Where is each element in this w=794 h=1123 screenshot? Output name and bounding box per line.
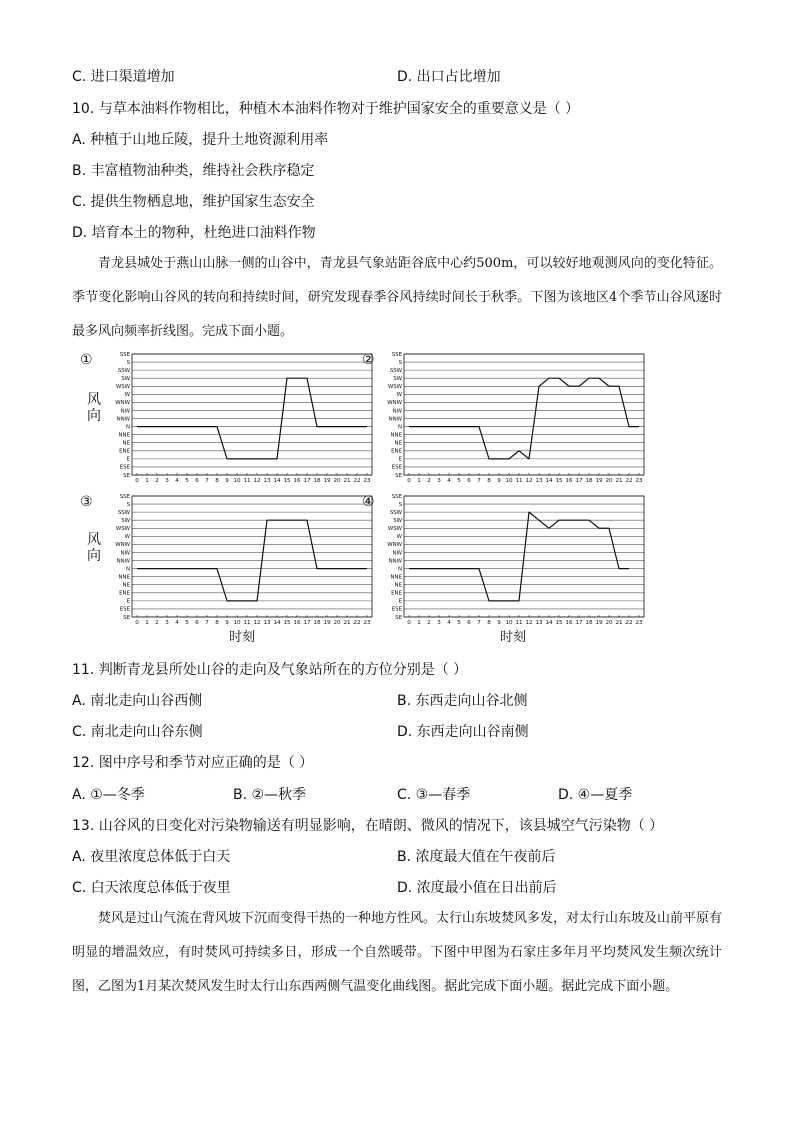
x-tick-13: 13 [263, 478, 271, 483]
x-tick-20: 20 [605, 478, 613, 483]
q10-option-b: B. 丰富植物油种类，维持社会秩序稳定 [72, 163, 315, 179]
q10-option-a: A. 种植于山地丘陵，提升土地资源利用率 [72, 132, 329, 148]
y-tick-ssw: SSW [117, 509, 130, 516]
x-tick-10: 10 [233, 478, 241, 483]
plot-frame [132, 354, 372, 475]
x-tick-17: 17 [575, 620, 583, 625]
x-tick-15: 15 [555, 620, 563, 625]
x-tick-23: 23 [635, 620, 643, 625]
x-tick-16: 16 [293, 478, 301, 483]
x-tick-7: 7 [477, 620, 481, 625]
y-tick-wsw: WSW [115, 384, 130, 391]
x-tick-4: 4 [175, 620, 179, 625]
x-tick-17: 17 [303, 478, 311, 483]
y-tick-s: S [398, 501, 402, 508]
q12-option-a: A. ①—冬季 [72, 787, 145, 803]
x-tick-17: 17 [575, 478, 583, 483]
chart-3-label: ③ [80, 494, 93, 510]
chart-2-label: ② [362, 352, 375, 368]
y-tick-sse: SSE [391, 351, 402, 358]
x-tick-6: 6 [467, 478, 471, 483]
y-tick-sw: SW [393, 376, 402, 382]
y-tick-nnw: NNW [116, 416, 130, 423]
y-tick-ene: ENE [119, 448, 130, 455]
q10-option-d: D. 培育本土的物种，杜绝进口油料作物 [72, 225, 316, 241]
wind-chart-1 [104, 348, 384, 483]
q9-option-d: D. 出口占比增加 [397, 69, 501, 85]
x-tick-11: 11 [515, 478, 523, 483]
x-tick-13: 13 [535, 478, 543, 483]
y-tick-nnw: NNW [388, 416, 402, 423]
passage-1-text: 青龙县城处于燕山山脉一侧的山谷中，青龙县气象站距谷底中心约500m，可以较好地观测风向的变化特征。季节变化影响山谷风的转向和持续时间，研究发现春季谷风持续时间长于秋季。下图为该地区4个季节山谷风逐时最多风向频率折线图。完成下面小题。 [72, 256, 722, 339]
y-tick-nw: NW [392, 550, 402, 557]
x-tick-19: 19 [595, 620, 603, 625]
plot-frame [132, 496, 372, 617]
q11-stem: 11. 判断青龙县所处山谷的走向及气象站所在的方位分别是（ ） [72, 662, 468, 678]
y-tick-ssw: SSW [389, 509, 402, 516]
x-tick-4: 4 [175, 478, 179, 483]
y-tick-n: N [397, 566, 402, 573]
passage-foehn-wind [72, 902, 722, 1004]
x-tick-21: 21 [343, 620, 351, 625]
x-tick-2: 2 [427, 620, 431, 625]
x-tick-19: 19 [323, 620, 331, 625]
x-tick-6: 6 [467, 620, 471, 625]
x-tick-21: 21 [615, 620, 623, 625]
x-tick-6: 6 [195, 620, 199, 625]
x-tick-23: 23 [363, 620, 371, 625]
x-tick-15: 15 [283, 620, 291, 625]
y-tick-nnw: NNW [388, 558, 402, 565]
x-tick-22: 22 [353, 478, 361, 483]
y-tick-nw: NW [120, 408, 130, 415]
x-tick-23: 23 [363, 478, 371, 483]
x-tick-9: 9 [497, 478, 501, 483]
wind-chart-4 [376, 490, 656, 625]
chart-1-label: ① [80, 352, 93, 368]
x-tick-0: 0 [135, 478, 139, 483]
y-tick-e: E [126, 456, 130, 463]
x-tick-4: 4 [447, 478, 451, 483]
q12-option-d: D. ④—夏季 [558, 787, 633, 803]
x-tick-6: 6 [195, 478, 199, 483]
q11-option-b: B. 东西走向山谷北侧 [397, 693, 528, 709]
y-tick-e: E [126, 598, 130, 605]
x-tick-0: 0 [135, 620, 139, 625]
q11-option-d: D. 东西走向山谷南侧 [397, 724, 529, 740]
y-tick-ene: ENE [119, 590, 130, 597]
x-tick-4: 4 [447, 620, 451, 625]
x-tick-14: 14 [545, 478, 553, 483]
x-tick-14: 14 [273, 478, 281, 483]
y-tick-ese: ESE [391, 606, 402, 613]
x-tick-2: 2 [155, 478, 159, 483]
y-tick-nne: NNE [118, 432, 130, 439]
x-tick-5: 5 [185, 620, 189, 625]
y-tick-w: W [396, 392, 402, 399]
y-tick-nne: NNE [390, 574, 402, 581]
x-tick-0: 0 [407, 478, 411, 483]
q13-stem: 13. 山谷风的日变化对污染物输送有明显影响，在晴朗、微风的情况下，该县城空气污染物（ ） [72, 818, 664, 834]
x-tick-22: 22 [625, 478, 633, 483]
y-tick-sse: SSE [119, 351, 130, 358]
x-tick-7: 7 [205, 478, 209, 483]
y-tick-ssw: SSW [389, 367, 402, 374]
x-tick-3: 3 [165, 620, 169, 625]
y-tick-se: SE [395, 614, 402, 621]
wind-chart-3 [104, 490, 384, 625]
x-tick-20: 20 [605, 620, 613, 625]
plot-frame [404, 354, 644, 475]
y-tick-nne: NNE [118, 574, 130, 581]
y-tick-ssw: SSW [117, 367, 130, 374]
x-tick-11: 11 [515, 620, 523, 625]
x-tick-21: 21 [343, 478, 351, 483]
x-tick-10: 10 [505, 620, 513, 625]
y-tick-sse: SSE [391, 493, 402, 500]
x-tick-16: 16 [293, 620, 301, 625]
y-tick-ene: ENE [391, 590, 402, 597]
x-tick-17: 17 [303, 620, 311, 625]
y-tick-s: S [126, 501, 130, 508]
x-axis-title-right: 时刻 [500, 630, 527, 645]
y-tick-wnw: WNW [115, 542, 130, 549]
x-tick-14: 14 [273, 620, 281, 625]
x-tick-12: 12 [253, 620, 261, 625]
x-tick-18: 18 [585, 620, 593, 625]
passage-mountain-valley-wind [72, 247, 722, 349]
x-tick-20: 20 [333, 478, 341, 483]
q12-option-c: C. ③—春季 [397, 787, 471, 803]
x-tick-18: 18 [585, 478, 593, 483]
y-tick-w: W [396, 534, 402, 541]
x-tick-11: 11 [243, 478, 251, 483]
y-tick-ne: NE [394, 440, 402, 447]
x-tick-19: 19 [323, 478, 331, 483]
x-tick-16: 16 [565, 620, 573, 625]
q13-option-a: A. 夜里浓度总体低于白天 [72, 849, 231, 865]
x-tick-0: 0 [407, 620, 411, 625]
q10-stem: 10. 与草本油料作物相比，种植木本油料作物对于维护国家安全的重要意义是（ ） [72, 101, 580, 117]
q13-option-c: C. 白天浓度总体低于夜里 [72, 880, 231, 896]
x-tick-12: 12 [525, 620, 533, 625]
q10-option-c: C. 提供生物栖息地，维护国家生态安全 [72, 194, 315, 210]
x-tick-8: 8 [215, 478, 219, 483]
x-tick-9: 9 [225, 620, 229, 625]
chart-4-label: ④ [362, 494, 375, 510]
x-tick-5: 5 [185, 478, 189, 483]
y-tick-se: SE [123, 614, 130, 621]
y-tick-se: SE [123, 472, 130, 479]
q11-option-c: C. 南北走向山谷东侧 [72, 724, 203, 740]
y-tick-sse: SSE [119, 493, 130, 500]
y-tick-s: S [398, 359, 402, 366]
q12-option-b: B. ②—秋季 [233, 787, 307, 803]
x-tick-23: 23 [635, 478, 643, 483]
x-tick-7: 7 [205, 620, 209, 625]
y-tick-wsw: WSW [387, 526, 402, 533]
x-tick-14: 14 [545, 620, 553, 625]
x-tick-10: 10 [233, 620, 241, 625]
y-tick-e: E [398, 598, 402, 605]
q13-option-b: B. 浓度最大值在午夜前后 [397, 849, 556, 865]
x-tick-22: 22 [625, 620, 633, 625]
x-tick-1: 1 [145, 478, 149, 483]
y-tick-se: SE [395, 472, 402, 479]
x-tick-3: 3 [437, 478, 441, 483]
x-tick-2: 2 [427, 478, 431, 483]
y-tick-ne: NE [394, 582, 402, 589]
q11-option-a: A. 南北走向山谷西侧 [72, 693, 203, 709]
y-tick-wnw: WNW [387, 542, 402, 549]
y-tick-sw: SW [121, 376, 130, 382]
y-axis-title-top: 风向 [87, 392, 101, 424]
x-tick-15: 15 [283, 478, 291, 483]
y-tick-ene: ENE [391, 448, 402, 455]
x-tick-7: 7 [477, 478, 481, 483]
x-tick-18: 18 [313, 478, 321, 483]
x-tick-18: 18 [313, 620, 321, 625]
x-tick-10: 10 [505, 478, 513, 483]
x-tick-19: 19 [595, 478, 603, 483]
x-tick-1: 1 [145, 620, 149, 625]
y-tick-wsw: WSW [387, 384, 402, 391]
x-tick-1: 1 [417, 478, 421, 483]
y-tick-n: N [125, 424, 130, 431]
y-tick-nw: NW [392, 408, 402, 415]
x-tick-22: 22 [353, 620, 361, 625]
y-tick-wsw: WSW [115, 526, 130, 533]
y-tick-ese: ESE [119, 464, 130, 471]
x-tick-11: 11 [243, 620, 251, 625]
y-tick-sw: SW [121, 518, 130, 524]
y-tick-nw: NW [120, 550, 130, 557]
x-tick-3: 3 [437, 620, 441, 625]
wind-direction-line [409, 512, 629, 601]
x-tick-20: 20 [333, 620, 341, 625]
x-tick-3: 3 [165, 478, 169, 483]
x-tick-2: 2 [155, 620, 159, 625]
x-axis-title-left: 时刻 [229, 630, 256, 645]
y-tick-ne: NE [122, 440, 130, 447]
y-tick-s: S [126, 359, 130, 366]
wind-chart-2 [376, 348, 656, 483]
x-tick-8: 8 [487, 478, 491, 483]
y-axis-title-bottom: 风向 [87, 532, 101, 564]
q9-option-c: C. 进口渠道增加 [72, 69, 175, 85]
x-tick-5: 5 [457, 478, 461, 483]
x-tick-15: 15 [555, 478, 563, 483]
y-tick-e: E [398, 456, 402, 463]
x-tick-13: 13 [535, 620, 543, 625]
y-tick-ne: NE [122, 582, 130, 589]
x-tick-8: 8 [487, 620, 491, 625]
q13-option-d: D. 浓度最小值在日出前后 [397, 880, 557, 896]
x-tick-16: 16 [565, 478, 573, 483]
y-tick-nne: NNE [390, 432, 402, 439]
x-tick-9: 9 [497, 620, 501, 625]
y-tick-w: W [124, 392, 130, 399]
y-tick-n: N [397, 424, 402, 431]
x-tick-1: 1 [417, 620, 421, 625]
x-tick-13: 13 [263, 620, 271, 625]
x-tick-5: 5 [457, 620, 461, 625]
x-tick-12: 12 [253, 478, 261, 483]
x-tick-8: 8 [215, 620, 219, 625]
x-tick-21: 21 [615, 478, 623, 483]
y-tick-wnw: WNW [387, 400, 402, 407]
y-tick-sw: SW [393, 518, 402, 524]
y-tick-ese: ESE [391, 464, 402, 471]
y-tick-ese: ESE [119, 606, 130, 613]
y-tick-nnw: NNW [116, 558, 130, 565]
y-tick-n: N [125, 566, 130, 573]
y-tick-w: W [124, 534, 130, 541]
y-tick-wnw: WNW [115, 400, 130, 407]
x-tick-12: 12 [525, 478, 533, 483]
q12-stem: 12. 图中序号和季节对应正确的是（ ） [72, 755, 314, 771]
passage-2-text: 焚风是过山气流在背风坡下沉而变得干热的一种地方性风。太行山东坡焚风多发，对太行山东坡及山前平原有明显的增温效应，有时焚风可持续多日，形成一个自然暖带。下图中甲图为石家庄多年月平均焚风发生频次统计图，乙图为1月某次焚风发生时太行山东西两侧气温变化曲线图。据此完成下面小题。据此完成下面小题。 [72, 911, 723, 994]
x-tick-9: 9 [225, 478, 229, 483]
